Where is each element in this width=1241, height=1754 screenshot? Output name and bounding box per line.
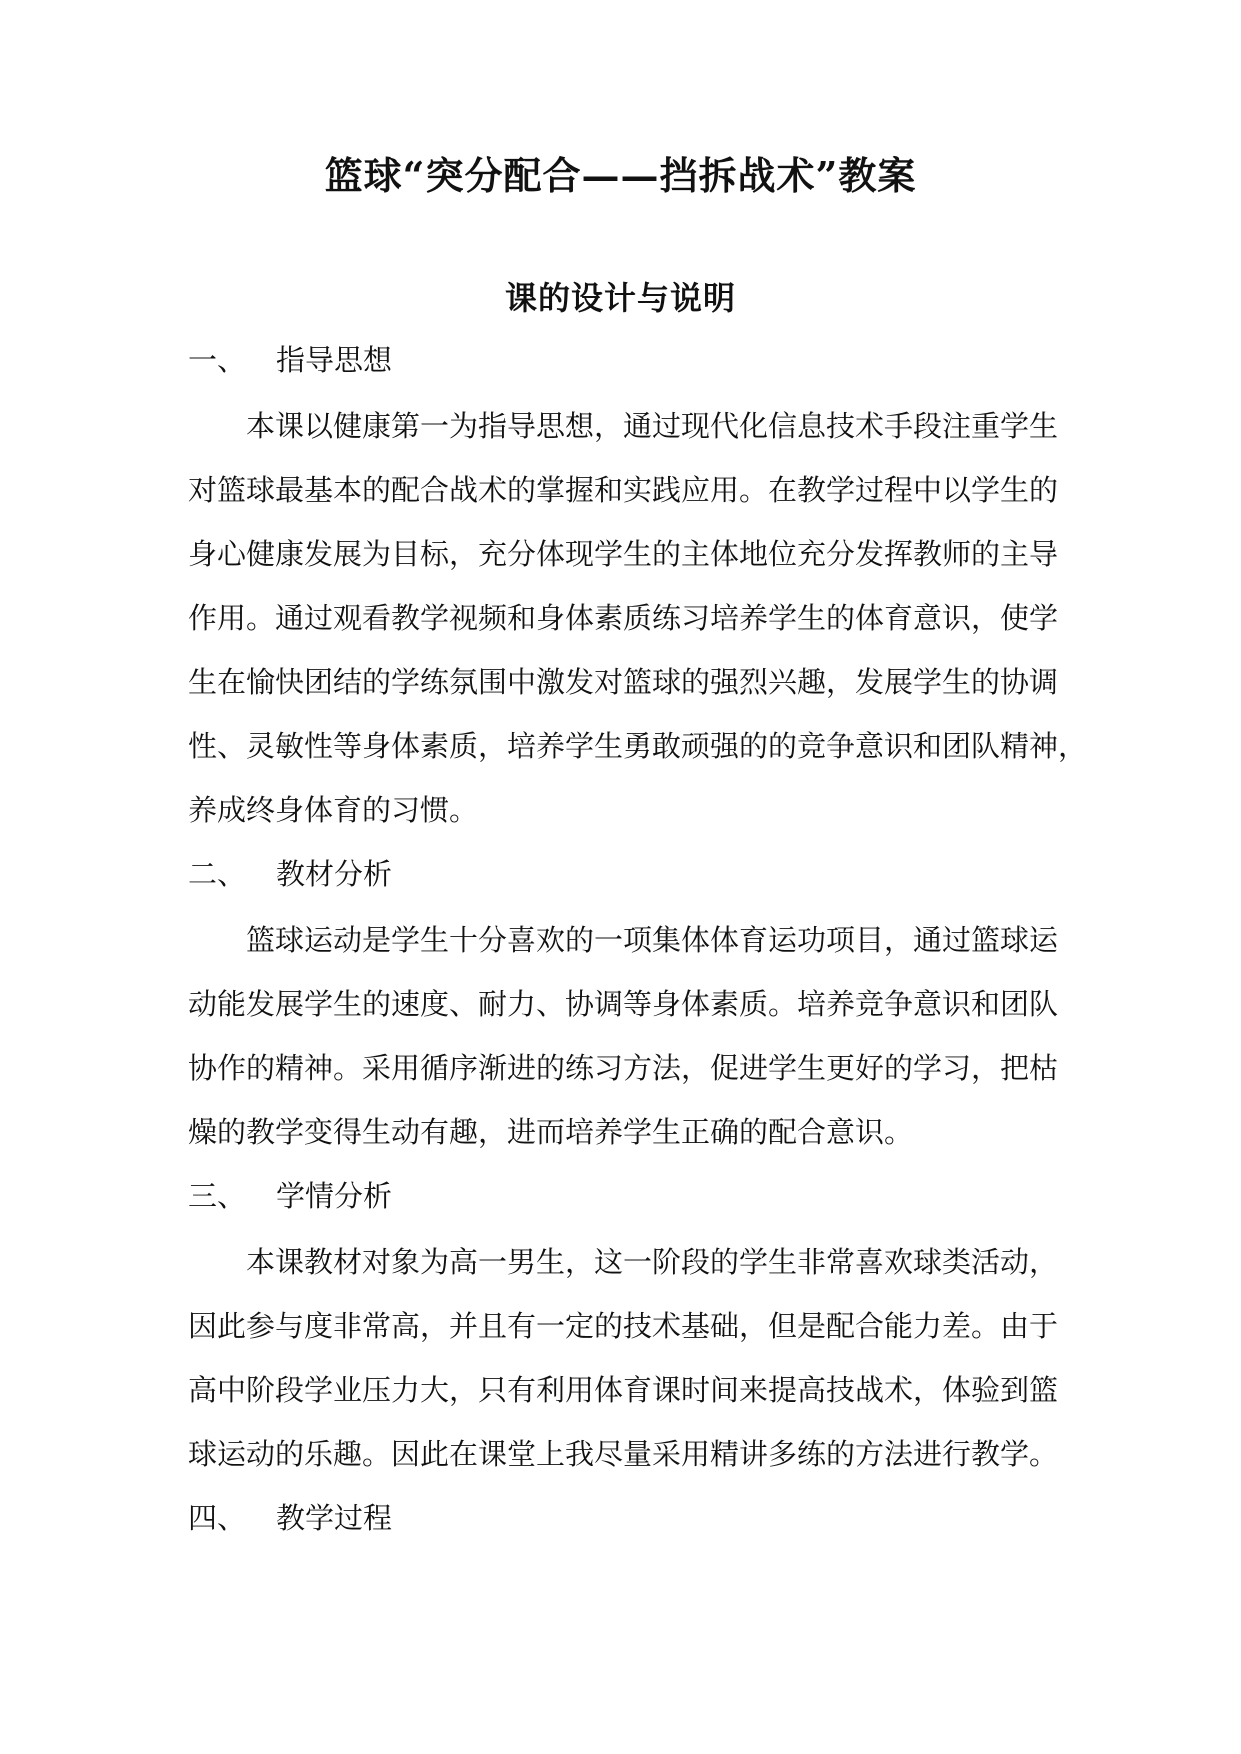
section-heading-1 (188, 338, 392, 382)
paragraph-line: 燥的教学变得生动有趣，进而培养学生正确的配合意识。 (188, 1115, 914, 1149)
section-heading-4 (188, 1496, 392, 1540)
section-heading-text: 教材分析 (276, 857, 393, 891)
paragraph-line: 高中阶段学业压力大，只有利用体育课时间来提高技战术，体验到篮 (188, 1373, 1059, 1407)
section-subtitle: 课的设计与说明 (504, 279, 736, 317)
paragraph-line: 因此参与度非常高，并且有一定的技术基础，但是配合能力差。由于 (188, 1309, 1059, 1343)
section-heading-2 (188, 852, 392, 896)
paragraph-line: 身心健康发展为目标，充分体现学生的主体地位充分发挥教师的主导 (188, 537, 1059, 571)
paragraph-line: 球运动的乐趣。因此在课堂上我尽量采用精讲多练的方法进行教学。 (188, 1437, 1059, 1471)
paragraph-line: 对篮球最基本的配合战术的掌握和实践应用。在教学过程中以学生的 (188, 473, 1059, 507)
section-heading-3 (188, 1174, 392, 1218)
section-number: 四、 (188, 1501, 247, 1535)
paragraph-line: 作用。通过观看教学视频和身体素质练习培养学生的体育意识，使学 (188, 601, 1059, 635)
document-title: 篮球“突分配合——挡拆战术”教案 (324, 153, 917, 198)
section-number: 三、 (188, 1179, 247, 1213)
section-heading-text: 教学过程 (276, 1501, 393, 1535)
paragraph-line: 生在愉快团结的学练氛围中激发对篮球的强烈兴趣，发展学生的协调 (188, 665, 1059, 699)
section-heading-text: 学情分析 (276, 1179, 393, 1213)
section-heading-text: 指导思想 (276, 343, 393, 377)
paragraph-line: 性、灵敏性等身体素质，培养学生勇敢顽强的的竞争意识和团队精神， (188, 729, 1088, 763)
section-number: 二、 (188, 857, 247, 891)
paragraph-line: 动能发展学生的速度、耐力、协调等身体素质。培养竞争意识和团队 (188, 987, 1059, 1021)
paragraph-line: 本课以健康第一为指导思想，通过现代化信息技术手段注重学生 (246, 409, 1059, 443)
paragraph-line: 养成终身体育的习惯。 (188, 793, 479, 827)
paragraph-line: 协作的精神。采用循序渐进的练习方法，促进学生更好的学习，把枯 (188, 1051, 1059, 1085)
section-number: 一、 (188, 343, 247, 377)
paragraph-line: 本课教材对象为高一男生，这一阶段的学生非常喜欢球类活动， (246, 1245, 1059, 1279)
paragraph-line: 篮球运动是学生十分喜欢的一项集体体育运功项目，通过篮球运 (246, 923, 1059, 957)
